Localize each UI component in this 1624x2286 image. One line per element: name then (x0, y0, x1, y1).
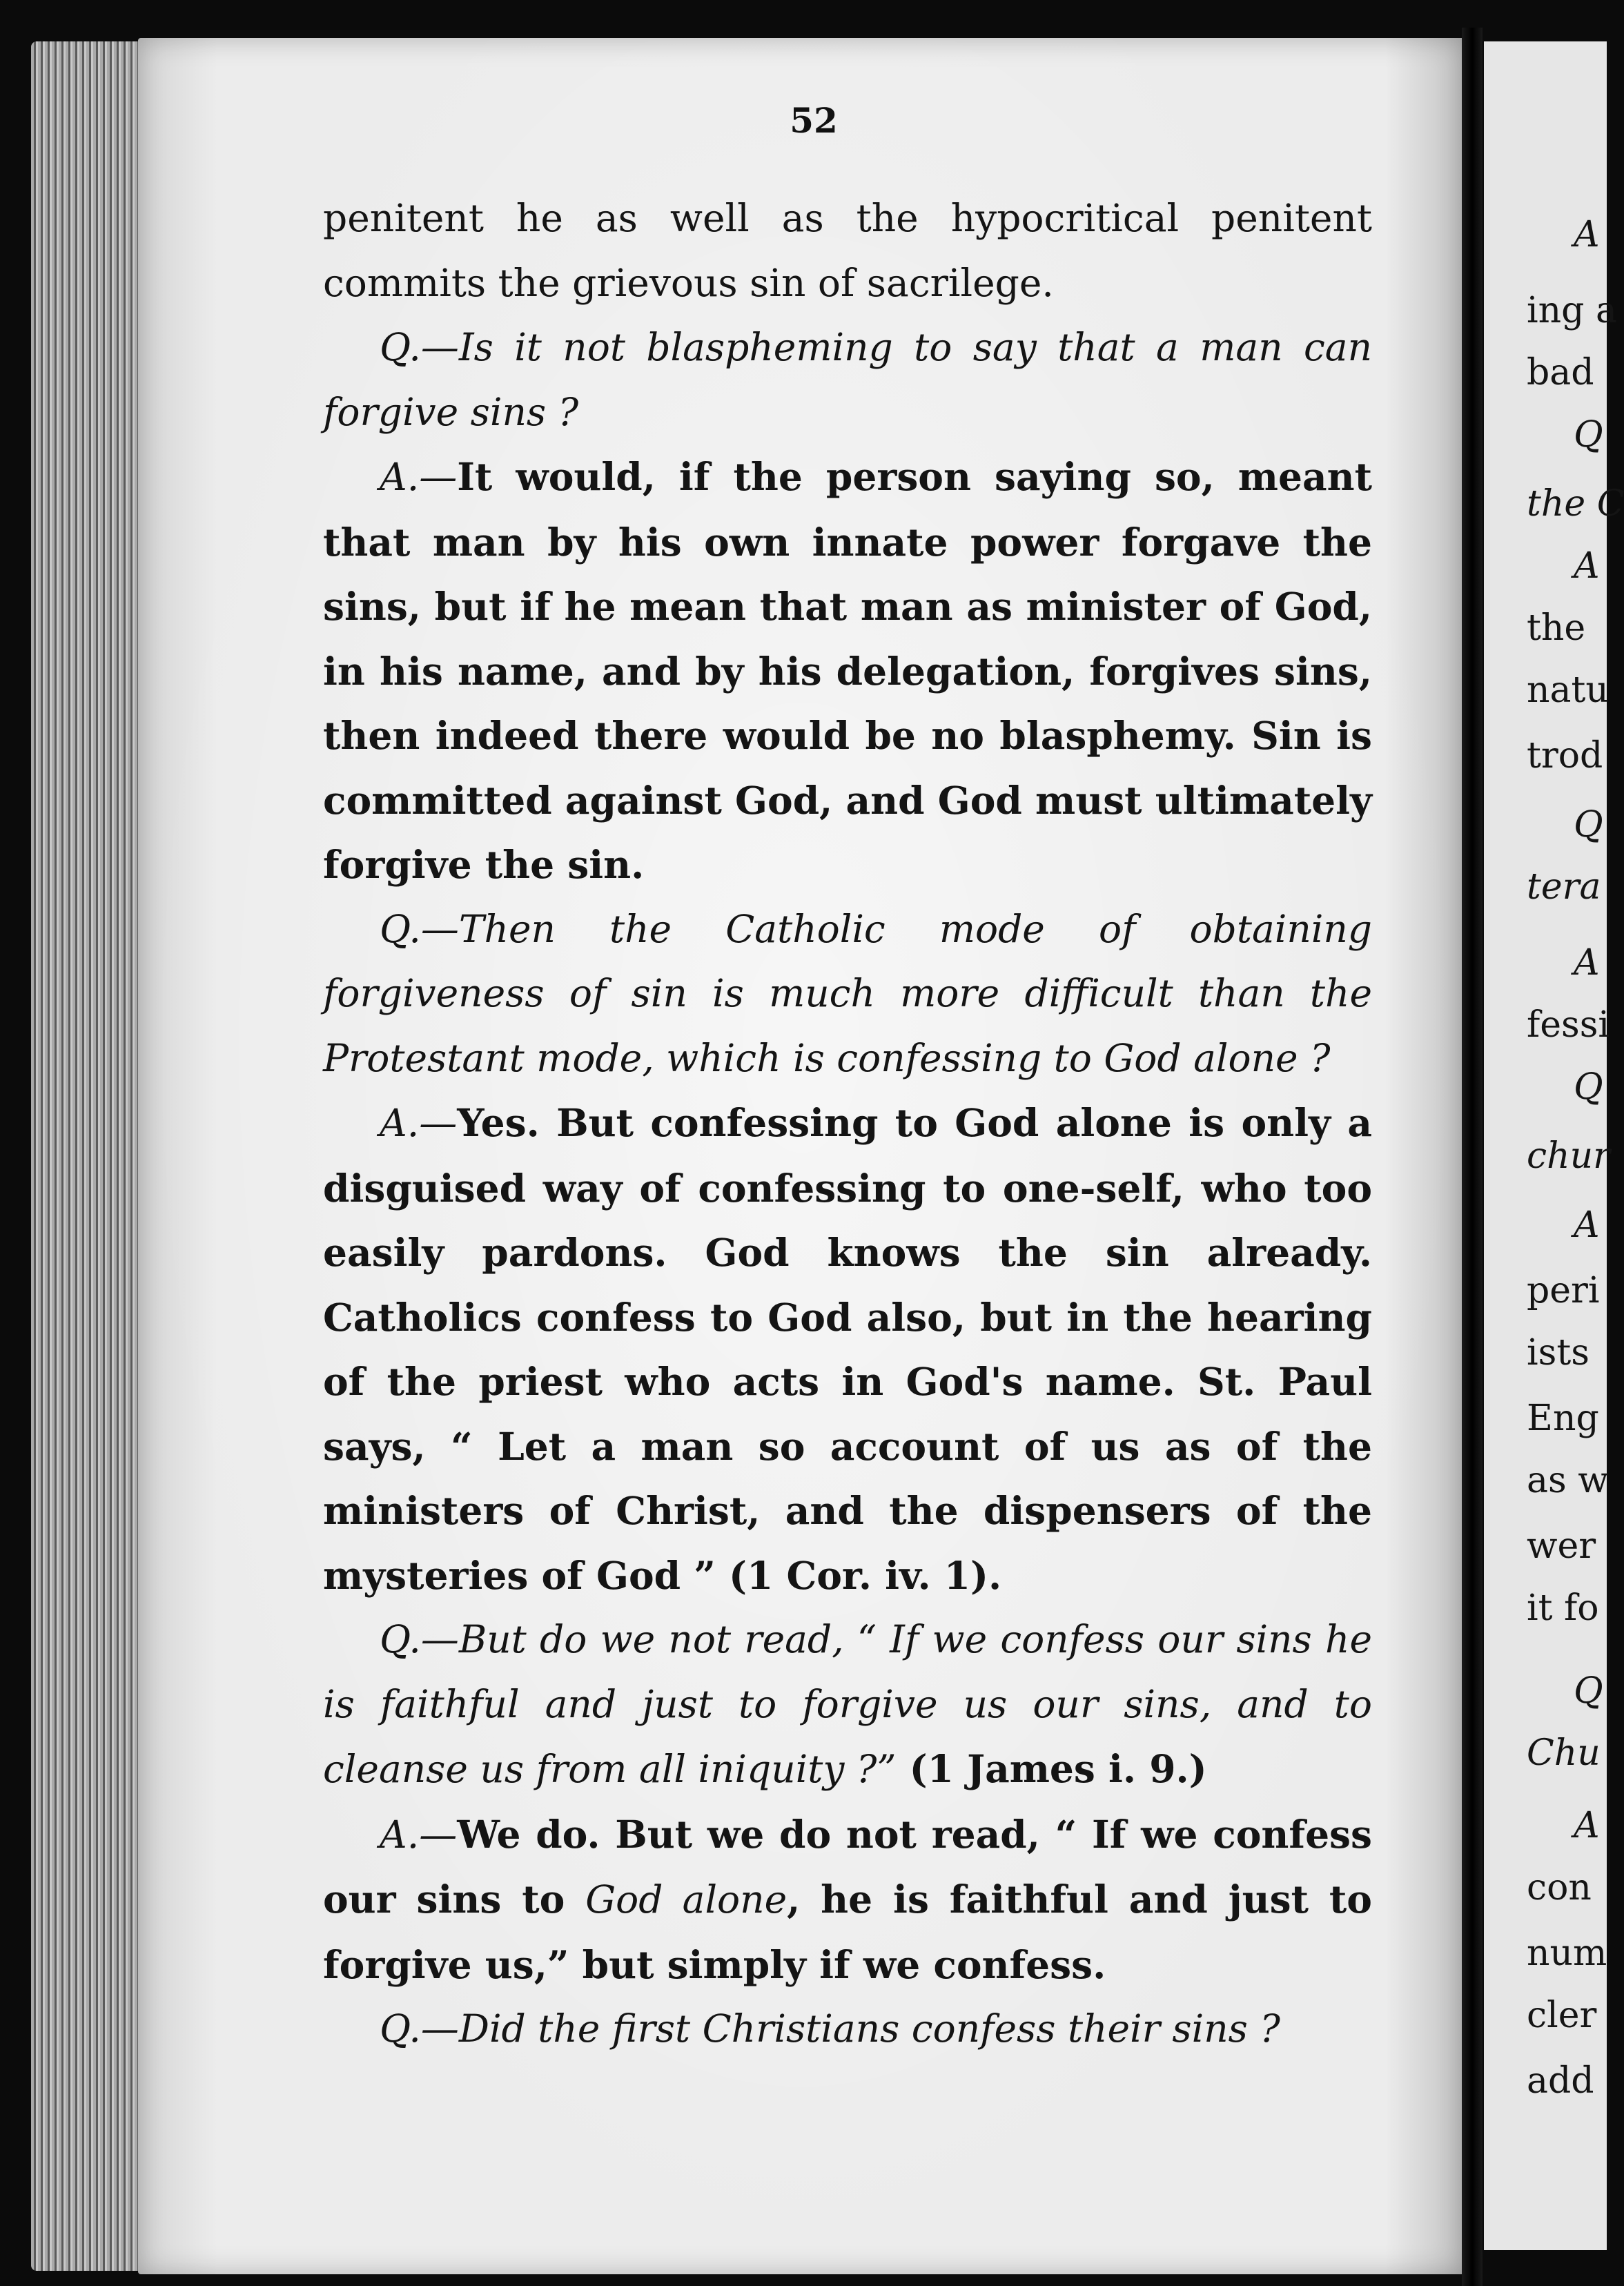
answer-label: A.— (380, 1101, 458, 1145)
answer-text: Yes. But confessing to God alone is only a disguised way of confessing to one-self, who too easily pardons. God knows the sin already. Catholics confess to God also, but in the hearing of the priest who acts in God's name. St. Paul says, “ Let a man so account of us as of the ministers of Christ, and the dispensers of the mysteries of God ” (1 Cor. iv. 1). (323, 1100, 1372, 1598)
answer-paragraph (323, 1091, 1372, 1608)
book-gutter (1462, 28, 1483, 2286)
right-page-line: add (1527, 2060, 1594, 2102)
right-page-line: trod (1527, 735, 1603, 776)
paragraph-continuation (323, 186, 1372, 315)
right-page-line: A (1574, 1805, 1600, 1846)
question-text: Did the first Christians confess their sins ? (458, 2006, 1280, 2051)
right-page-line: bad (1527, 352, 1594, 393)
answer-emphasis: God alone (585, 1877, 787, 1922)
right-page-line: A (1574, 545, 1600, 587)
right-page-line: fessi (1527, 1004, 1610, 1046)
right-page-line: it fo (1527, 1588, 1599, 1629)
answer-text-before: We do. But we do not read, “ If we confess our sins to (323, 1811, 1372, 1922)
question-paragraph (323, 897, 1372, 1091)
right-page-line: Chu (1527, 1732, 1601, 1774)
question-text: Is it not blaspheming to say that a man can forgive sins ? (323, 325, 1372, 434)
right-page-line: the C (1527, 483, 1624, 525)
question-label: Q.— (380, 325, 459, 369)
right-page-fragment (1484, 41, 1624, 2250)
right-page-line: the (1527, 607, 1586, 649)
right-page-line: num (1527, 1933, 1607, 1974)
right-page-line: chur (1527, 1135, 1610, 1177)
question-label: Q.— (380, 2006, 459, 2051)
paragraph-text: penitent he as well as the hypocritical penitent commits the grievous sin of sacrilege. (323, 196, 1372, 305)
right-page-line: A (1574, 214, 1600, 255)
answer-text-after: , he is faithful and just to forgive us,” but simply if we confess. (323, 1877, 1372, 1987)
right-page-line: tera (1527, 866, 1601, 908)
right-page-line: Eng (1527, 1398, 1599, 1439)
question-paragraph (323, 1608, 1372, 1802)
answer-paragraph (323, 444, 1372, 897)
right-page-line: A (1574, 1204, 1600, 1246)
page-number: 52 (790, 100, 838, 141)
right-page-line: Q (1574, 1066, 1603, 1108)
right-page-line: ing a (1527, 290, 1617, 331)
scripture-reference: (1 James i. 9.) (896, 1746, 1207, 1791)
right-page-line: cler (1527, 1995, 1597, 2036)
page-edges (31, 41, 148, 2271)
right-page-line: natu (1527, 670, 1609, 711)
answer-text: It would, if the person saying so, meant that man by his own innate power forgave the sins, but if he mean that man as minister of God, in his name, and by his delegation, forgives sins, then indeed there would be no blasphemy. Sin is committed against God, and God must ultimately forgive the sin. (323, 454, 1372, 887)
question-label: Q.— (380, 1617, 459, 1661)
page-body (323, 186, 1372, 2062)
right-page-line: ists (1527, 1332, 1589, 1374)
right-page-line: con (1527, 1867, 1592, 1908)
right-page-line: Q (1574, 804, 1603, 846)
right-page-line: Q (1574, 414, 1603, 456)
right-page-line: A (1574, 942, 1600, 984)
question-paragraph (323, 1997, 1372, 2062)
answer-paragraph (323, 1802, 1372, 1997)
right-page-line: peri (1527, 1270, 1600, 1311)
right-page-line: as w (1527, 1460, 1609, 1501)
right-page-line: wer (1527, 1525, 1596, 1567)
answer-label: A.— (380, 1812, 458, 1857)
question-text: Then the Catholic mode of obtaining forgiveness of sin is much more difficult than the Protestant mode, which is confessing to God alone ? (323, 906, 1372, 1080)
question-text: But do we not read, “ If we confess our sins he is faithful and just to forgive us our sins, and to cleanse us from all iniquity ?” (323, 1617, 1372, 1791)
question-label: Q.— (380, 906, 459, 951)
right-page-line: Q (1574, 1670, 1603, 1712)
question-paragraph (323, 315, 1372, 444)
answer-label: A.— (380, 455, 458, 499)
